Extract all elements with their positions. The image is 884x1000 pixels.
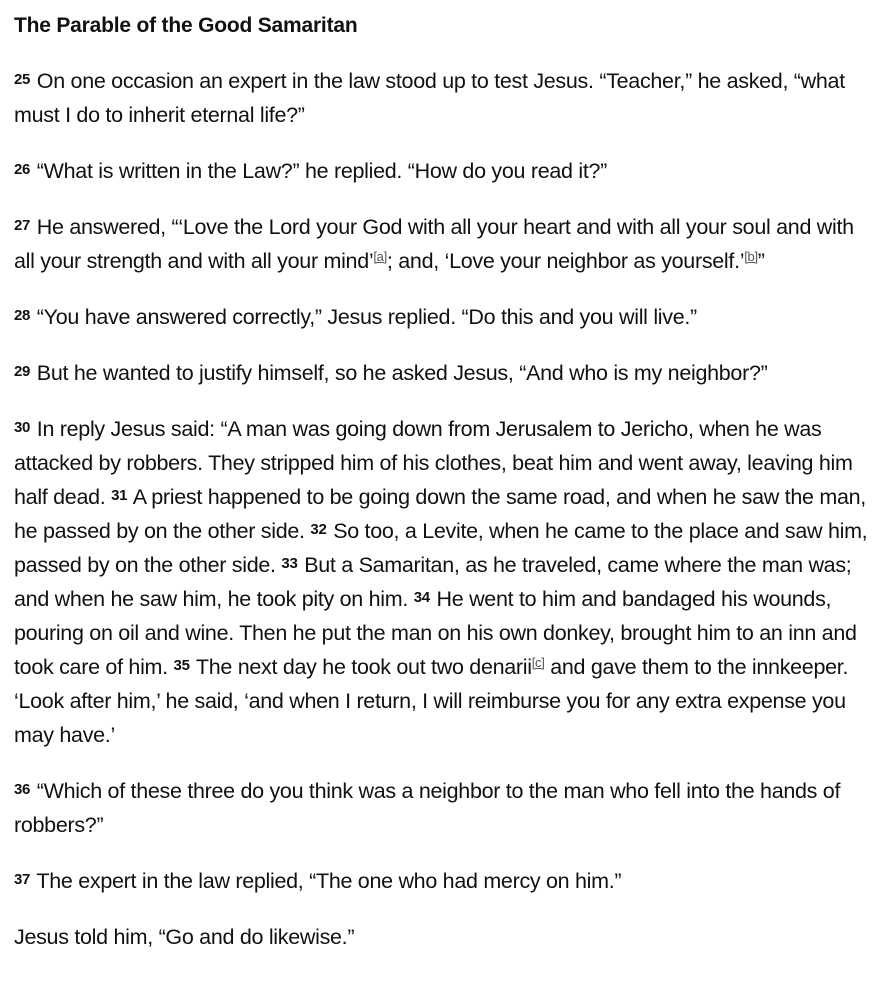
verse-text-29: But he wanted to justify himself, so he asked Jesus, “And who is my neighbor?” xyxy=(36,361,768,385)
footnote-link-c[interactable]: [c] xyxy=(531,655,545,670)
paragraph-27 xyxy=(14,210,876,278)
verse-text-34: He went to him and bandaged his wounds, pouring on oil and wine. Then he put the man on his own donkey, brought him to an inn and took care of him. xyxy=(14,587,857,679)
verse-text-32: So too, a Levite, when he came to the place and saw him, passed by on the other side. xyxy=(14,519,868,577)
verse-number-30: 30 xyxy=(14,419,31,436)
verse-number-36: 36 xyxy=(14,781,31,798)
verse-number-28: 28 xyxy=(14,307,31,324)
verse-text-36: “Which of these three do you think was a neighbor to the man who fell into the hands of robbers?” xyxy=(14,779,841,837)
closing-paragraph: Jesus told him, “Go and do likewise.” xyxy=(14,925,355,949)
footnote-link-a[interactable]: [a] xyxy=(373,249,387,264)
verse-text-27b: ; and, ‘Love your neighbor as yourself.’ xyxy=(386,249,745,273)
verse-number-27: 27 xyxy=(14,217,31,234)
section-heading: The Parable of the Good Samaritan xyxy=(14,14,358,37)
verse-text-35a: The next day he took out two denarii xyxy=(195,655,532,679)
verse-text-27a: He answered, “‘Love the Lord your God with all your heart and with all your soul and with all your strength and with all your mind’ xyxy=(14,215,854,273)
paragraph-36 xyxy=(14,774,876,842)
paragraph-37 xyxy=(14,864,876,898)
verse-text-26: “What is written in the Law?” he replied. “How do you read it?” xyxy=(36,159,608,183)
paragraph-29 xyxy=(14,356,876,390)
paragraph-30-35 xyxy=(14,412,876,752)
verse-text-35b: and gave them to the innkeeper. ‘Look after him,’ he said, ‘and when I return, I will reimburse you for any extra expense you may have.’ xyxy=(14,655,849,747)
verse-number-25: 25 xyxy=(14,71,31,88)
passage xyxy=(14,10,876,976)
verse-number-35: 35 xyxy=(173,657,190,674)
verse-number-37: 37 xyxy=(14,871,31,888)
verse-number-29: 29 xyxy=(14,363,31,380)
paragraph-26 xyxy=(14,154,876,188)
verse-text-33: But a Samaritan, as he traveled, came where the man was; and when he saw him, he took pity on him. xyxy=(14,553,852,611)
verse-text-28: “You have answered correctly,” Jesus replied. “Do this and you will live.” xyxy=(36,305,697,329)
verse-number-31: 31 xyxy=(111,487,128,504)
paragraph-28 xyxy=(14,300,876,334)
verse-number-33: 33 xyxy=(281,555,298,572)
verse-text-37: The expert in the law replied, “The one who had mercy on him.” xyxy=(36,869,622,893)
verse-number-26: 26 xyxy=(14,161,31,178)
footnote-link-b[interactable]: [b] xyxy=(744,249,758,264)
verse-number-34: 34 xyxy=(413,589,430,606)
verse-text-25: On one occasion an expert in the law stood up to test Jesus. “Teacher,” he asked, “what must I do to inherit eternal life?” xyxy=(14,69,845,127)
verse-number-32: 32 xyxy=(310,521,327,538)
paragraph-25 xyxy=(14,64,876,132)
verse-text-27c: ” xyxy=(757,249,765,273)
verse-text-31: A priest happened to be going down the same road, and when he saw the man, he passed by on the other side. xyxy=(14,485,866,543)
verse-text-30: In reply Jesus said: “A man was going down from Jerusalem to Jericho, when he was attacked by robbers. They stripped him of his clothes, beat him and went away, leaving him half dead. xyxy=(14,417,853,509)
